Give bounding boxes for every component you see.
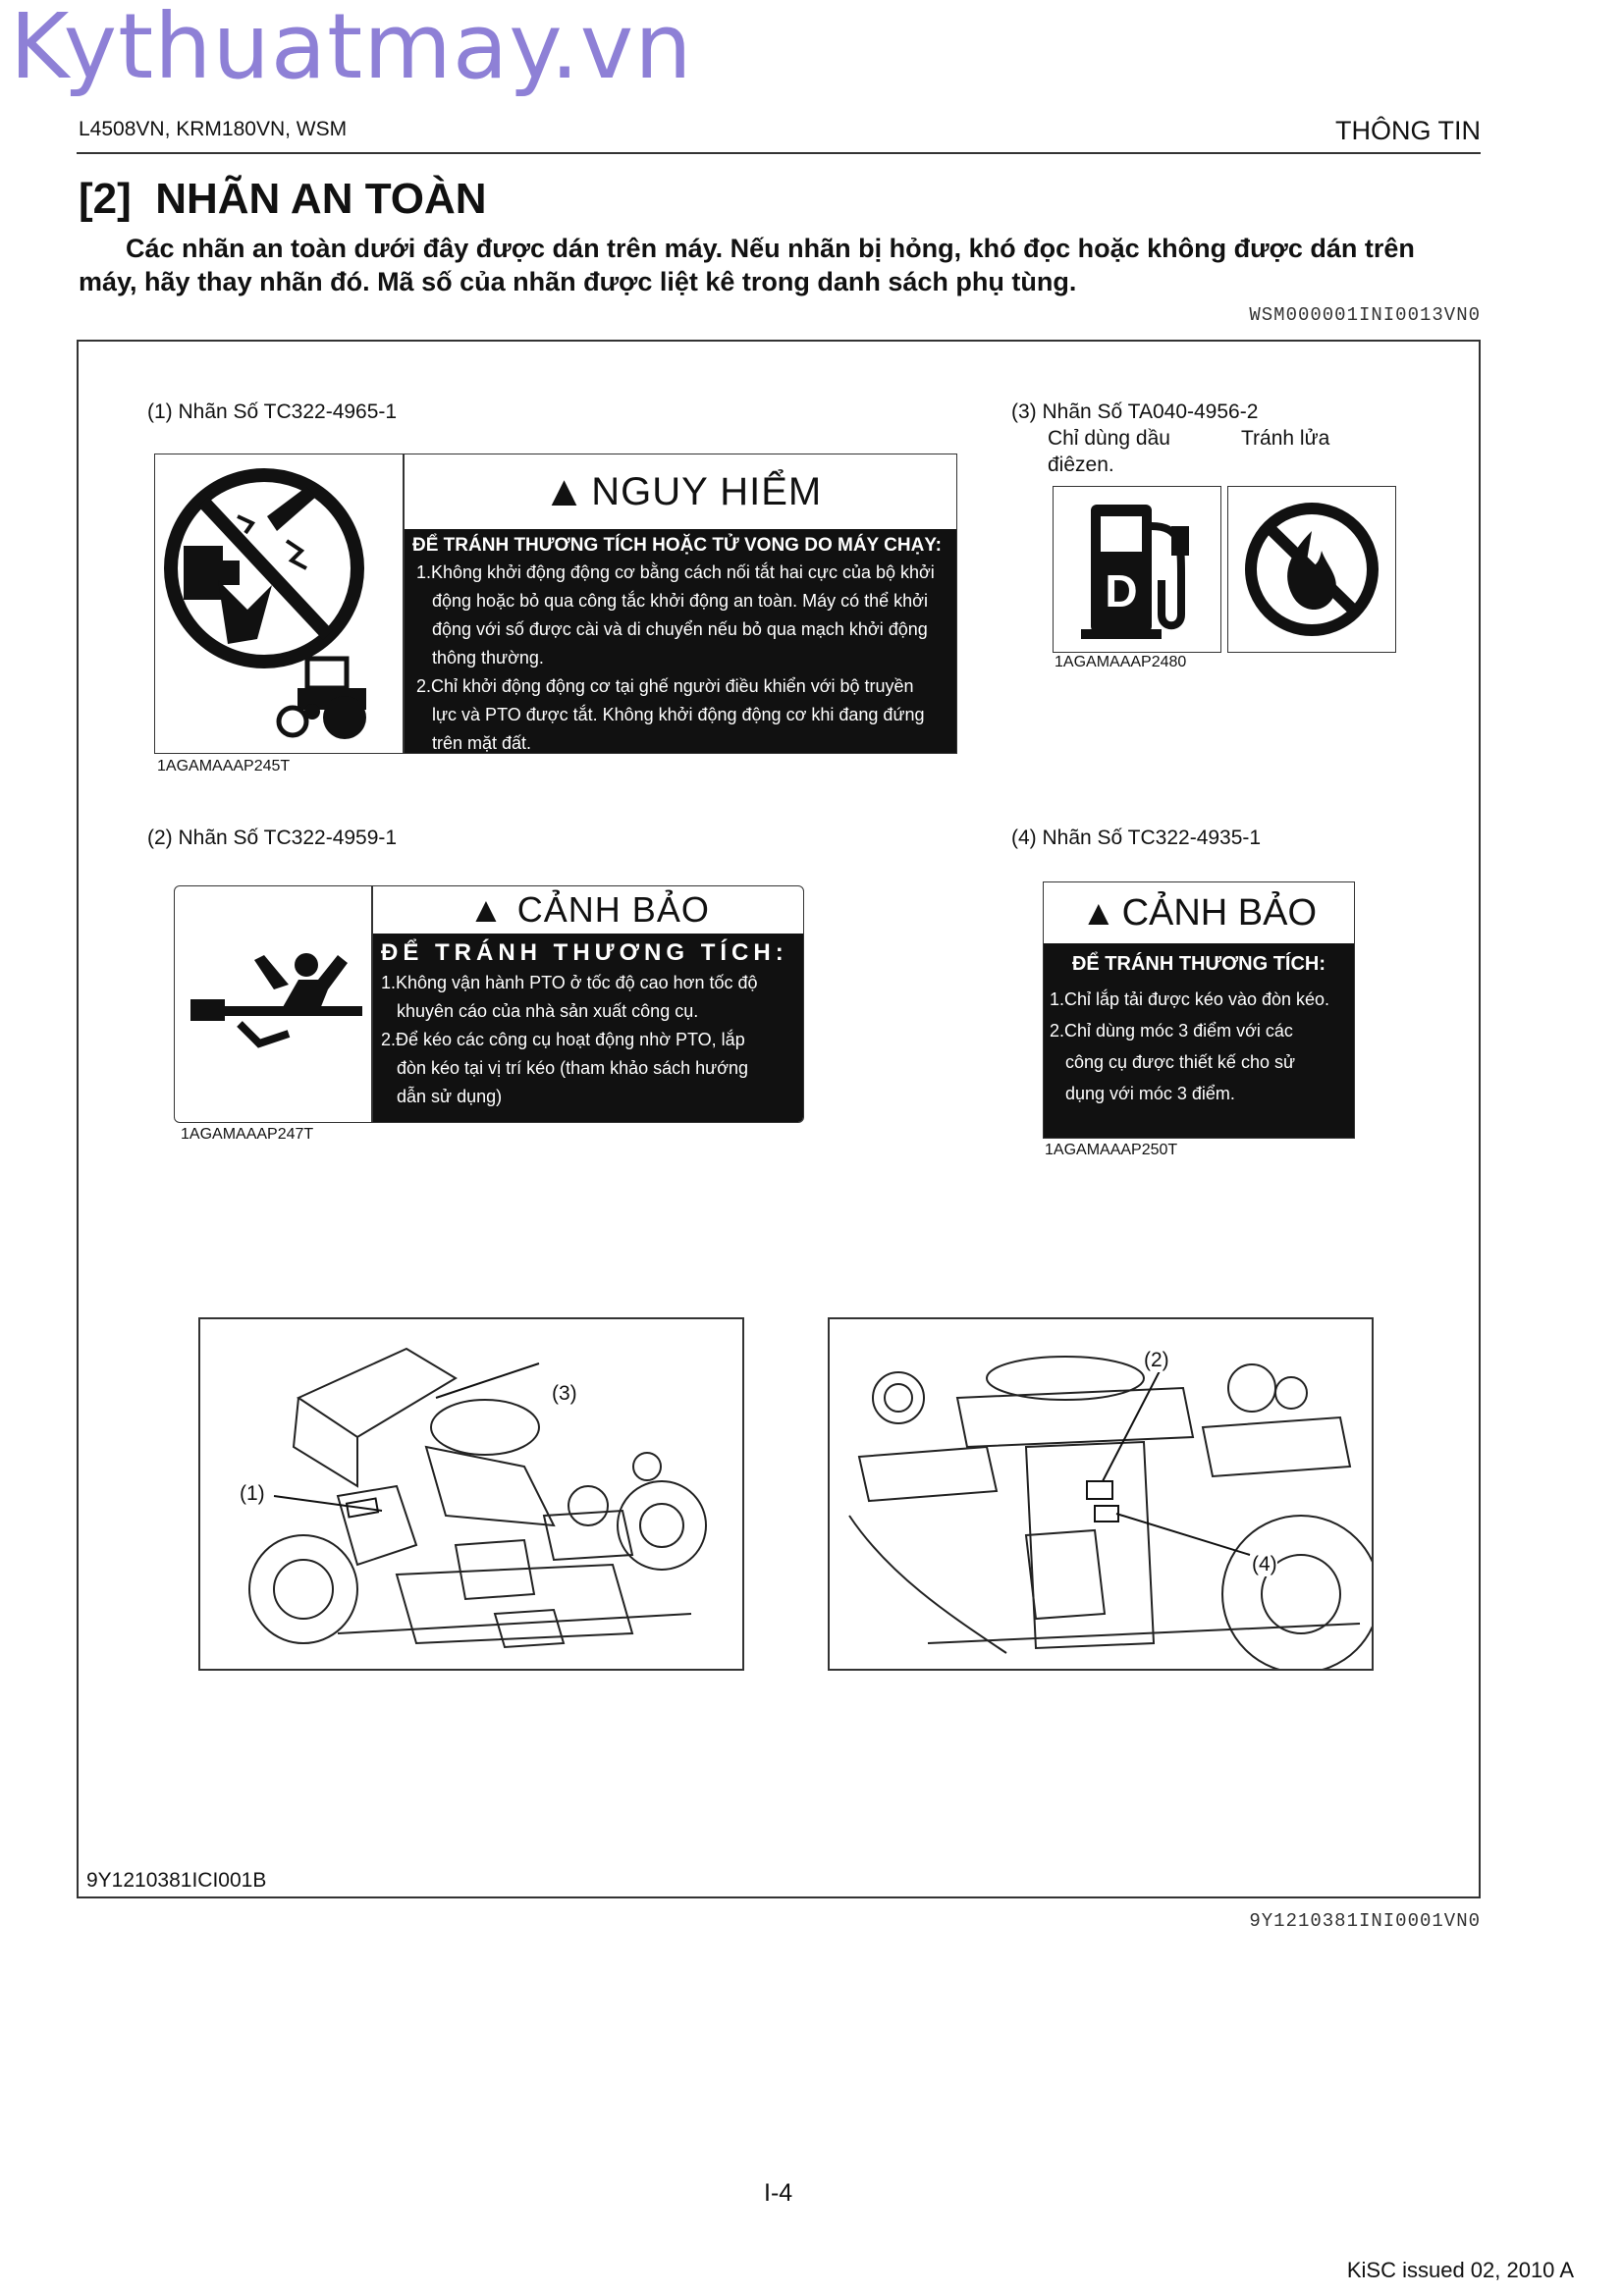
callout-1: (1) (240, 1482, 265, 1505)
danger-triangle-icon: ▲ (542, 467, 586, 515)
callout-2: (2) (1144, 1349, 1169, 1371)
label-3-note-diesel-2: điêzen. (1048, 454, 1114, 476)
label-2-line: đòn kéo tại vị trí kéo (tham khảo sách hướng (397, 1058, 749, 1078)
no-fire-icon (1227, 486, 1396, 653)
issued-note: KiSC issued 02, 2010 A (1346, 2258, 1574, 2282)
intro-line-2: máy, hãy thay nhãn đó. Mã số của nhãn được liệt kê trong danh sách phụ tùng. (79, 267, 1077, 296)
label-1-text-panel (405, 529, 956, 753)
label-2-line: dẫn sử dụng) (397, 1087, 503, 1106)
label-2-caption: (2) Nhãn Số TC322-4959-1 (147, 827, 398, 849)
label-1-title-text: NGUY HIỂM (591, 469, 823, 513)
diesel-letter: D (1105, 565, 1138, 616)
label-1-line: lực và PTO được tắt. Không khởi động động cơ khi đang đứng (432, 705, 925, 724)
label-1-subtitle: ĐỂ TRÁNH THƯƠNG TÍCH HOẶC TỬ VONG DO MÁY CHẠY: (412, 535, 942, 556)
warning-triangle-icon: ▲ (468, 889, 504, 930)
callout-3: (3) (552, 1382, 577, 1405)
header-model: L4508VN, KRM180VN, WSM (79, 118, 348, 140)
label-4-line: 2.Chỉ dùng móc 3 điểm với các (1050, 1021, 1293, 1041)
label-1-title (412, 462, 952, 521)
callout-4: (4) (1252, 1553, 1277, 1575)
tractor-icon (268, 651, 376, 744)
label-3-note-diesel: Chỉ dùng dầu (1048, 427, 1170, 450)
diesel-pump-icon (1053, 486, 1221, 653)
doc-code-bottom: 9Y1210381INI0001VN0 (1249, 1910, 1481, 1932)
label-1-line: động với số được cài và di chuyển nếu bỏ qua mạch khởi động (432, 619, 928, 639)
section-heading: NHÃN AN TOÀN (155, 175, 487, 223)
label-4-sticker (1043, 881, 1355, 1139)
label-4-line: 1.Chỉ lắp tải được kéo vào đòn kéo. (1050, 989, 1330, 1009)
doc-code-top: WSM000001INI0013VN0 (1249, 304, 1481, 326)
label-2-text-panel (373, 934, 804, 1123)
label-2-title-text: CẢNH BẢO (516, 889, 710, 930)
tractor-drawing-right (830, 1319, 1372, 1669)
intro-paragraph (79, 232, 1483, 298)
label-4-line: dụng với móc 3 điểm. (1065, 1084, 1235, 1103)
label-2-subtitle: ĐỂ TRÁNH THƯƠNG TÍCH: (381, 939, 788, 966)
pto-entanglement-icon (181, 945, 367, 1063)
label-2-sticker (174, 885, 804, 1123)
label-2-title (375, 886, 803, 934)
label-2-line: khuyên cáo của nhà sản xuất công cụ. (397, 1001, 699, 1021)
page-number: I-4 (764, 2179, 793, 2207)
tractor-drawing-left (200, 1319, 742, 1669)
label-1-line: 2.Chỉ khởi động động cơ tại ghế người điều khiển với bộ truyền (416, 676, 914, 696)
label-4-caption: (4) Nhãn Số TC322-4935-1 (1011, 827, 1262, 849)
header-section: THÔNG TIN (1335, 116, 1481, 145)
section-title (79, 175, 487, 224)
label-1-line: động hoặc bỏ qua công tắc khởi động an toàn. Máy có thể khởi (432, 591, 928, 611)
section-number: [2] (79, 175, 132, 223)
label-1-line: trên mặt đất. (432, 733, 532, 753)
label-1-line: 1.Không khởi động động cơ bằng cách nối tắt hai cực của bộ khởi (416, 562, 935, 582)
label-4-title (1044, 882, 1354, 943)
label-1-caption: (1) Nhãn Số TC322-4965-1 (147, 400, 398, 423)
label-1-line: thông thường. (432, 648, 544, 667)
intro-line-1: Các nhãn an toàn dưới đây được dán trên máy. Nếu nhãn bị hỏng, khó đọc hoặc không được dán trên (126, 234, 1415, 263)
header-rule (77, 152, 1481, 154)
label-3-note-fire: Tránh lửa (1241, 427, 1330, 450)
figure-code: 9Y1210381ICI001B (86, 1869, 267, 1892)
label-3-caption: (3) Nhãn Số TA040-4956-2 (1011, 400, 1259, 423)
label-2-code: 1AGAMAAAP247T (181, 1126, 314, 1143)
label-1-sticker (154, 454, 957, 754)
label-4-line: công cụ được thiết kế cho sử (1065, 1052, 1296, 1072)
tractor-figure-right (828, 1317, 1374, 1671)
label-4-title-text: CẢNH BẢO (1121, 891, 1318, 934)
label-4-subtitle: ĐỂ TRÁNH THƯƠNG TÍCH: (1071, 953, 1326, 975)
label-1-code: 1AGAMAAAP245T (157, 758, 291, 774)
label-2-line: 2.Để kéo các công cụ hoạt động nhờ PTO, lắp (381, 1030, 745, 1049)
warning-triangle-icon: ▲ (1080, 892, 1116, 933)
label-3-code: 1AGAMAAAP2480 (1055, 654, 1187, 670)
tractor-figure-left (198, 1317, 744, 1671)
label-4-text-panel (1044, 943, 1354, 1138)
watermark: Kythuatmay.vn (10, 0, 693, 99)
label-4-code: 1AGAMAAAP250T (1045, 1142, 1178, 1158)
label-2-line: 1.Không vận hành PTO ở tốc độ cao hơn tốc độ (381, 973, 758, 992)
